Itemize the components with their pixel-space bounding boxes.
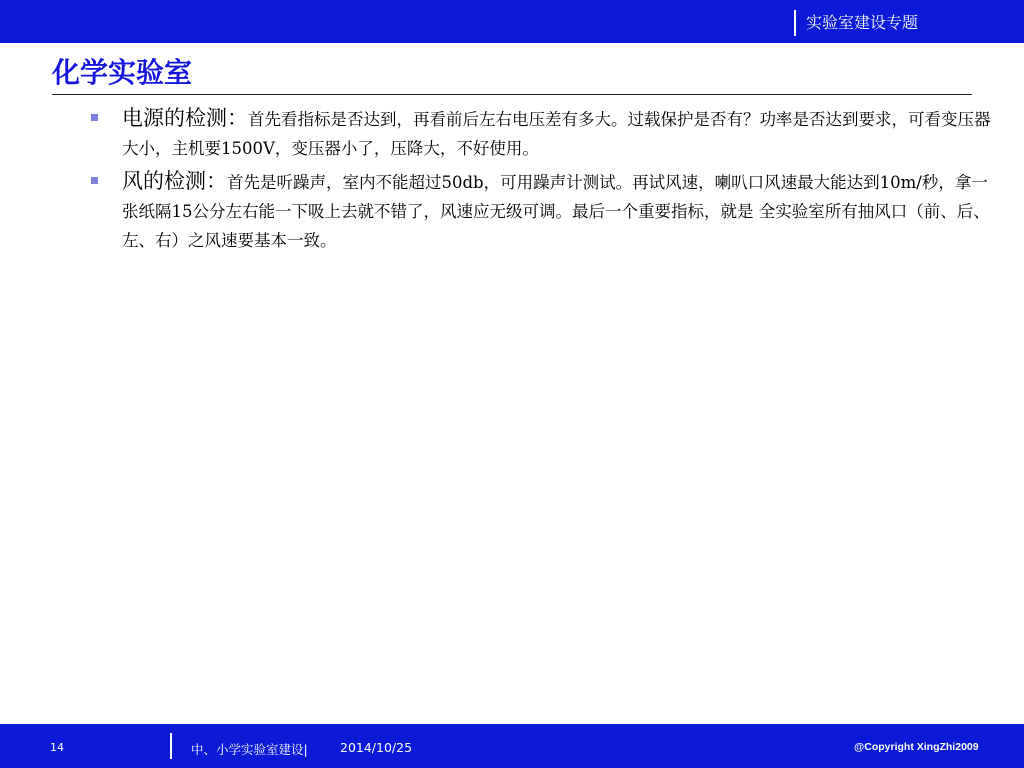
bullet-item-airflow-check (91, 167, 991, 255)
footer-divider (170, 733, 172, 759)
bullet-heading: 风的检测： (122, 169, 227, 193)
page-number: 14 (50, 741, 64, 754)
slide-title: 化学实验室 (52, 56, 193, 89)
bullet-body: 首先看指标是否达到，再看前后左右电压差有多大。过载保护是否有？功率是否达到要求，可看变压器大小，主机要1500V，变压器小了，压降大，不好使用。 (122, 110, 991, 158)
bullet-item-power-check (91, 104, 991, 163)
footer-copyright: @Copyright XingZhi2009 (854, 741, 979, 753)
square-bullet-icon (91, 177, 98, 184)
square-bullet-icon (91, 114, 98, 121)
footer-date: 2014/10/25 (340, 740, 413, 755)
footer-course-title: 中、小学实验室建设| (191, 742, 308, 757)
bullet-heading: 电源的检测： (122, 106, 248, 130)
header-divider (794, 10, 796, 36)
bullet-list (91, 104, 991, 259)
header-subject: 实验室建设专题 (806, 13, 919, 32)
title-underline (52, 94, 972, 95)
bullet-body: 首先是听躁声，室内不能超过50db，可用躁声计测试。再试风速，喇叭口风速最大能达到10m/秒，拿一张纸隔15公分左右能一下吸上去就不错了，风速应无级可调。最后一个重要指标，就是 全实验室所有抽风口（前、后、左、右）之风速要基本一致。 (122, 173, 990, 250)
